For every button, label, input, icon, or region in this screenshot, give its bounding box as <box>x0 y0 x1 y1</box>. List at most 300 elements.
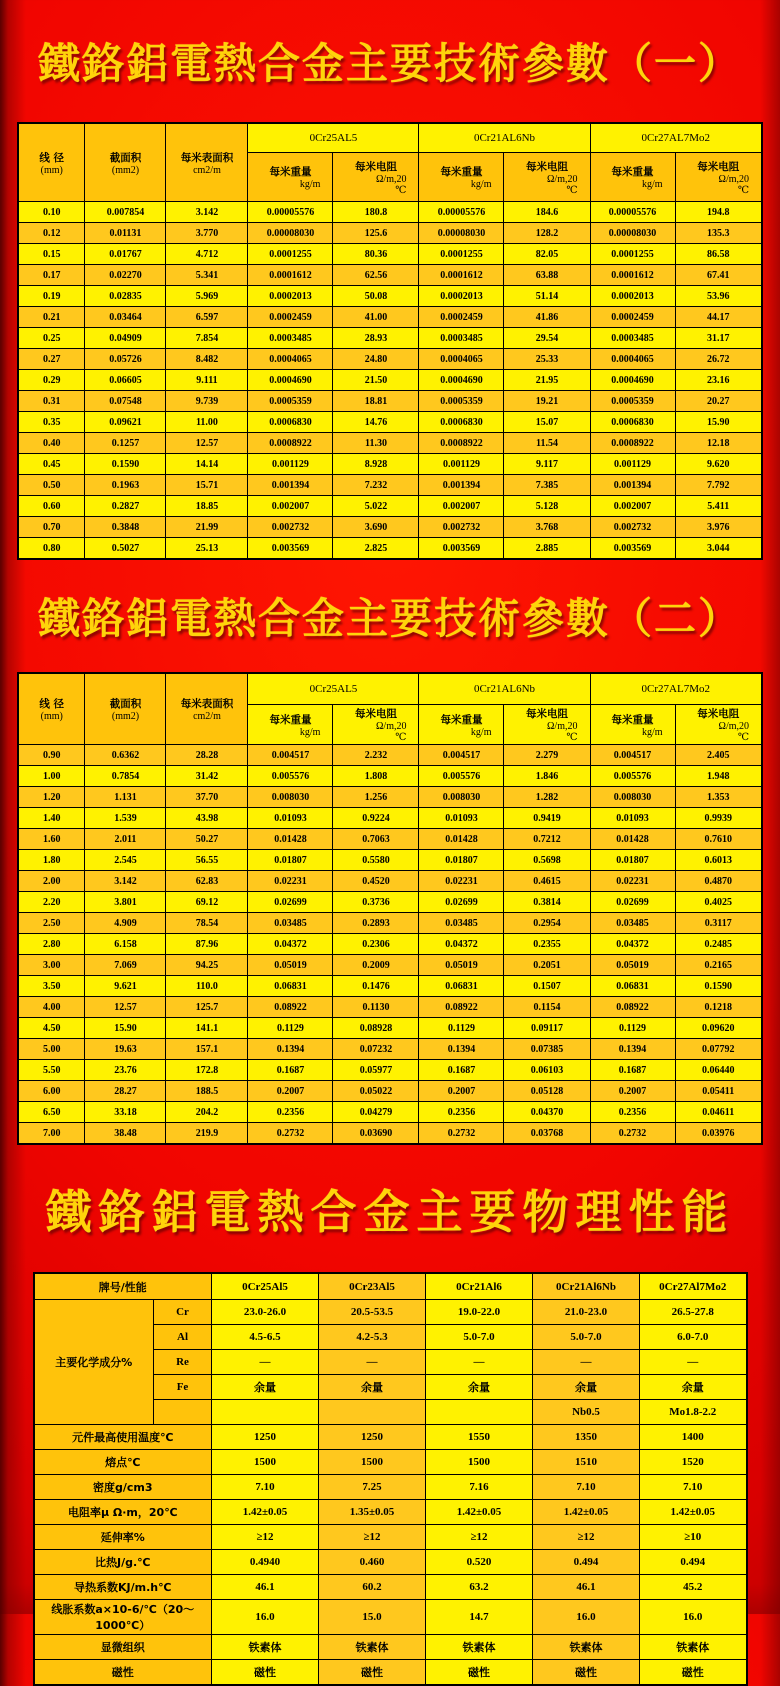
cell: 141.1 <box>166 1018 248 1039</box>
cell: 0.0008922 <box>590 433 675 454</box>
cell: 0.2051 <box>504 955 590 976</box>
table-row <box>18 1060 762 1081</box>
cell: 38.48 <box>85 1123 166 1145</box>
cell: 0.9939 <box>675 808 762 829</box>
resistance-unit: Ω/m,20 <box>547 173 578 185</box>
cell: 0.005576 <box>590 766 675 787</box>
cell: 0.0006830 <box>248 412 333 433</box>
cell: 46.1 <box>533 1575 640 1600</box>
cell: 0.02699 <box>419 892 504 913</box>
cell: 0.2306 <box>333 934 419 955</box>
cell: 28.27 <box>85 1081 166 1102</box>
cell: 0.17 <box>18 265 85 286</box>
cell: 1250 <box>212 1425 319 1450</box>
table-row <box>18 787 762 808</box>
header-resistance-per-meter <box>675 153 762 202</box>
cell: 0.27 <box>18 349 85 370</box>
cell: 11.00 <box>166 412 248 433</box>
wire-diameter-label: 线 径 <box>39 151 65 164</box>
cell: 1.282 <box>504 787 590 808</box>
cell: 204.2 <box>166 1102 248 1123</box>
cell: 19.21 <box>504 391 590 412</box>
cell: 125.6 <box>333 223 419 244</box>
cell: 0.2954 <box>504 913 590 934</box>
table-row <box>18 223 762 244</box>
parameters-table-1 <box>17 122 763 560</box>
property-row <box>34 1525 747 1550</box>
cell: 45.2 <box>640 1575 747 1600</box>
cell: 31.42 <box>166 766 248 787</box>
cell: 0.2007 <box>590 1081 675 1102</box>
cell: 1.80 <box>18 850 85 871</box>
header-surface-area <box>166 123 248 202</box>
cell: 铁素体 <box>640 1635 747 1660</box>
cell: 0.01767 <box>85 244 166 265</box>
cell: 16.0 <box>640 1600 747 1635</box>
grade-0Cr25Al5: 0Cr25Al5 <box>212 1273 319 1300</box>
cell: 0.12 <box>18 223 85 244</box>
cell: 3.770 <box>166 223 248 244</box>
cell: 2.545 <box>85 850 166 871</box>
cell: 0.05019 <box>590 955 675 976</box>
cell: ≥12 <box>426 1525 533 1550</box>
property-label: 导热系数KJ/m.h℃ <box>34 1575 212 1600</box>
cell: 8.482 <box>166 349 248 370</box>
cell: 4.00 <box>18 997 85 1018</box>
cell: 0.01093 <box>590 808 675 829</box>
cell: 19.63 <box>85 1039 166 1060</box>
cell: 0.29 <box>18 370 85 391</box>
resistance-unit2: ℃ <box>566 732 578 743</box>
cell: 1250 <box>319 1425 426 1450</box>
cell: 0.05977 <box>333 1060 419 1081</box>
header-wire-diameter <box>18 123 85 202</box>
cell: 0.2893 <box>333 913 419 934</box>
cell: 7.10 <box>533 1475 640 1500</box>
cell: 0.03690 <box>333 1123 419 1145</box>
cell: 12.57 <box>166 433 248 454</box>
cell: 0.00008030 <box>590 223 675 244</box>
cell: 0.008030 <box>419 787 504 808</box>
cell: ≥10 <box>640 1525 747 1550</box>
cell: 26.72 <box>675 349 762 370</box>
cell: 0.1687 <box>590 1060 675 1081</box>
cell: 0.03768 <box>504 1123 590 1145</box>
table-row <box>18 328 762 349</box>
cell: 磁性 <box>533 1660 640 1686</box>
cell: 2.885 <box>504 538 590 560</box>
cell: 1.353 <box>675 787 762 808</box>
cell: 15.71 <box>166 475 248 496</box>
cell: 50.27 <box>166 829 248 850</box>
cell: 6.0-7.0 <box>640 1325 747 1350</box>
cell: 1.00 <box>18 766 85 787</box>
cell: 1350 <box>533 1425 640 1450</box>
table-row <box>18 454 762 475</box>
cell: 0.3736 <box>333 892 419 913</box>
cell <box>212 1400 319 1425</box>
cell: 0.0004690 <box>248 370 333 391</box>
cell: 63.2 <box>426 1575 533 1600</box>
grade-0Cr23Al5: 0Cr23Al5 <box>319 1273 426 1300</box>
cell: 4.5-6.5 <box>212 1325 319 1350</box>
parameters-table-1-body <box>18 202 762 560</box>
cell: 0.25 <box>18 328 85 349</box>
cell: 0.04372 <box>248 934 333 955</box>
cell: 0.01428 <box>419 829 504 850</box>
cell: 2.232 <box>333 745 419 766</box>
cell: 0.2007 <box>248 1081 333 1102</box>
table-row <box>18 538 762 560</box>
cell: 0.07385 <box>504 1039 590 1060</box>
cell: 0.02699 <box>590 892 675 913</box>
weight-label: 每米重量 <box>269 713 312 726</box>
cell: Mo1.8-2.2 <box>640 1400 747 1425</box>
cell: 0.002732 <box>419 517 504 538</box>
cell: 0.0002459 <box>248 307 333 328</box>
cell: 0.0004690 <box>419 370 504 391</box>
cell: 37.70 <box>166 787 248 808</box>
cell: 1.948 <box>675 766 762 787</box>
cell <box>319 1400 426 1425</box>
cell: 21.95 <box>504 370 590 391</box>
cell: 0.01807 <box>248 850 333 871</box>
cell: 1510 <box>533 1450 640 1475</box>
cell: 0.35 <box>18 412 85 433</box>
cell: 0.002007 <box>590 496 675 517</box>
cell: 1.808 <box>333 766 419 787</box>
resistance-unit: Ω/m,20 <box>547 721 578 732</box>
cell: 0.002732 <box>590 517 675 538</box>
cross-section-unit: (mm2) <box>111 164 140 176</box>
cell: 14.14 <box>166 454 248 475</box>
cell: 1.256 <box>333 787 419 808</box>
cell: 0.08922 <box>419 997 504 1018</box>
cell: 0.00005576 <box>419 202 504 223</box>
cell: 0.03485 <box>248 913 333 934</box>
grade-0Cr27Al7Mo2: 0Cr27Al7Mo2 <box>640 1273 747 1300</box>
cell: 0.008030 <box>248 787 333 808</box>
cell: 0.5698 <box>504 850 590 871</box>
property-row <box>34 1550 747 1575</box>
cell: 0.0002013 <box>590 286 675 307</box>
cell: 0.60 <box>18 496 85 517</box>
cell: 2.279 <box>504 745 590 766</box>
cell: ≥12 <box>533 1525 640 1550</box>
table-row <box>18 412 762 433</box>
cell: 0.1257 <box>85 433 166 454</box>
cell: 11.54 <box>504 433 590 454</box>
header-weight-per-meter <box>419 705 504 745</box>
cell: 0.02231 <box>590 871 675 892</box>
cell: 0.1590 <box>85 454 166 475</box>
cell: 28.28 <box>166 745 248 766</box>
cell: 7.00 <box>18 1123 85 1145</box>
cell: 0.1129 <box>248 1018 333 1039</box>
cell: 3.50 <box>18 976 85 997</box>
table-row <box>18 475 762 496</box>
cell: 0.08928 <box>333 1018 419 1039</box>
cell: 0.04909 <box>85 328 166 349</box>
cell: 6.00 <box>18 1081 85 1102</box>
cell: 0.0001255 <box>419 244 504 265</box>
cell: 219.9 <box>166 1123 248 1145</box>
cell <box>426 1400 533 1425</box>
cell: 3.142 <box>166 202 248 223</box>
header-resistance-per-meter <box>504 705 590 745</box>
cell: 0.494 <box>533 1550 640 1575</box>
cell: 0.7063 <box>333 829 419 850</box>
table-row <box>18 370 762 391</box>
cell: 0.03976 <box>675 1123 762 1145</box>
cell: 0.2355 <box>504 934 590 955</box>
cell: 0.10 <box>18 202 85 223</box>
cell: 0.45 <box>18 454 85 475</box>
header-wire-diameter <box>18 673 85 745</box>
cell: 9.621 <box>85 976 166 997</box>
cell: 0.90 <box>18 745 85 766</box>
cell: 29.54 <box>504 328 590 349</box>
alloy-group-0Cr25AL5: 0Cr25AL5 <box>248 123 419 153</box>
cell: 5.022 <box>333 496 419 517</box>
wire-diameter-unit: (mm) <box>40 711 63 722</box>
cell: 0.04372 <box>419 934 504 955</box>
cell: 余量 <box>533 1375 640 1400</box>
cell: 15.90 <box>85 1018 166 1039</box>
cell: 0.00005576 <box>248 202 333 223</box>
cell: 7.25 <box>319 1475 426 1500</box>
cell: 50.08 <box>333 286 419 307</box>
cell: 28.93 <box>333 328 419 349</box>
cell: 0.2732 <box>248 1123 333 1145</box>
cell: 0.520 <box>426 1550 533 1575</box>
property-label: 延伸率% <box>34 1525 212 1550</box>
cell: 0.0005359 <box>590 391 675 412</box>
cell: 9.111 <box>166 370 248 391</box>
property-label: 比热J/g.℃ <box>34 1550 212 1575</box>
cell: 0.31 <box>18 391 85 412</box>
table-row <box>18 955 762 976</box>
cell: 5.0-7.0 <box>533 1325 640 1350</box>
cell: 余量 <box>212 1375 319 1400</box>
cell: 60.2 <box>319 1575 426 1600</box>
cell: 1500 <box>319 1450 426 1475</box>
cell: 磁性 <box>319 1660 426 1686</box>
cell: 11.30 <box>333 433 419 454</box>
cell: 1.131 <box>85 787 166 808</box>
cell: 0.004517 <box>248 745 333 766</box>
chem-group-label: 主要化学成分% <box>34 1300 154 1425</box>
property-row <box>34 1575 747 1600</box>
header-resistance-per-meter <box>333 705 419 745</box>
cell: 26.5-27.8 <box>640 1300 747 1325</box>
cell: ≥12 <box>319 1525 426 1550</box>
cell: 5.0-7.0 <box>426 1325 533 1350</box>
property-label: 电阻率μ Ω·m，20℃ <box>34 1500 212 1525</box>
wire-diameter-label: 线 径 <box>39 698 65 710</box>
cell: 128.2 <box>504 223 590 244</box>
cell: 0.2485 <box>675 934 762 955</box>
cell: 94.25 <box>166 955 248 976</box>
cell: 7.16 <box>426 1475 533 1500</box>
cell: 0.00008030 <box>419 223 504 244</box>
property-label: 线胀系数a×10-6/℃（20～1000℃） <box>34 1600 212 1635</box>
cell: 41.00 <box>333 307 419 328</box>
table-row <box>18 433 762 454</box>
table-row <box>18 307 762 328</box>
cell: 0.0008922 <box>419 433 504 454</box>
cell: 0.02699 <box>248 892 333 913</box>
cell: 7.10 <box>212 1475 319 1500</box>
cell: 0.001129 <box>419 454 504 475</box>
cell: 0.02231 <box>248 871 333 892</box>
cell: 0.05726 <box>85 349 166 370</box>
weight-label: 每米重量 <box>611 166 654 178</box>
cell: 0.1154 <box>504 997 590 1018</box>
alloy-group-0Cr27AL7Mo2: 0Cr27AL7Mo2 <box>590 673 762 705</box>
cell: 15.90 <box>675 412 762 433</box>
cell: Nb0.5 <box>533 1400 640 1425</box>
cell: 1.846 <box>504 766 590 787</box>
resistance-unit2: ℃ <box>737 732 750 743</box>
cell: 0.01807 <box>419 850 504 871</box>
weight-unit: kg/m <box>641 726 663 738</box>
cell: 0.1687 <box>248 1060 333 1081</box>
cell: Cr <box>154 1300 212 1325</box>
cell: 1.42±0.05 <box>212 1500 319 1525</box>
grade-0Cr21Al6: 0Cr21Al6 <box>426 1273 533 1300</box>
cell: 0.09620 <box>675 1018 762 1039</box>
cell: 0.04372 <box>590 934 675 955</box>
header-weight-per-meter <box>248 153 333 202</box>
cell: 56.55 <box>166 850 248 871</box>
cell: 4.2-5.3 <box>319 1325 426 1350</box>
cell: 0.2165 <box>675 955 762 976</box>
cell: ≥12 <box>212 1525 319 1550</box>
cell: 0.1687 <box>419 1060 504 1081</box>
cell: 0.1394 <box>248 1039 333 1060</box>
cell: 14.76 <box>333 412 419 433</box>
cell: 0.460 <box>319 1550 426 1575</box>
cell: 0.1507 <box>504 976 590 997</box>
cell: 194.8 <box>675 202 762 223</box>
cell: 0.7854 <box>85 766 166 787</box>
weight-label: 每米重量 <box>611 713 654 726</box>
cell: 0.1130 <box>333 997 419 1018</box>
cell: 0.1476 <box>333 976 419 997</box>
cell: 78.54 <box>166 913 248 934</box>
cell: 53.96 <box>675 286 762 307</box>
resistance-label: 每米电阻 <box>354 160 397 173</box>
cell: 31.17 <box>675 328 762 349</box>
weight-label: 每米重量 <box>440 166 483 178</box>
resistance-unit: Ω/m,20 <box>718 721 750 732</box>
cell: 铁素体 <box>533 1635 640 1660</box>
cell: 1.60 <box>18 829 85 850</box>
cell: 0.0004065 <box>419 349 504 370</box>
cell: 3.768 <box>504 517 590 538</box>
cell: 0.05022 <box>333 1081 419 1102</box>
cell: 0.1590 <box>675 976 762 997</box>
table-row <box>18 808 762 829</box>
cell: 0.3814 <box>504 892 590 913</box>
cell: 6.50 <box>18 1102 85 1123</box>
header-resistance-per-meter <box>504 153 590 202</box>
cell: 0.001129 <box>590 454 675 475</box>
cell: 7.232 <box>333 475 419 496</box>
cell: 82.05 <box>504 244 590 265</box>
cell: 9.739 <box>166 391 248 412</box>
cell: 0.3848 <box>85 517 166 538</box>
cell: 0.0001612 <box>590 265 675 286</box>
cell: 余量 <box>319 1375 426 1400</box>
cell: 0.21 <box>18 307 85 328</box>
header-weight-per-meter <box>419 153 504 202</box>
cell: 0.00005576 <box>590 202 675 223</box>
chem-row <box>34 1300 747 1325</box>
resistance-label: 每米电阻 <box>697 708 740 720</box>
cell: 0.02835 <box>85 286 166 307</box>
property-row <box>34 1450 747 1475</box>
cell: 余量 <box>426 1375 533 1400</box>
title-physical-properties: 鐵鉻鋁電熱合金主要物理性能 <box>45 1186 735 1238</box>
property-row <box>34 1635 747 1660</box>
cell: 0.494 <box>640 1550 747 1575</box>
cell: 1500 <box>212 1450 319 1475</box>
cell <box>154 1400 212 1425</box>
cell: 15.07 <box>504 412 590 433</box>
cell: 51.14 <box>504 286 590 307</box>
cell: 21.50 <box>333 370 419 391</box>
cell: Re <box>154 1350 212 1375</box>
cell: 0.7212 <box>504 829 590 850</box>
cell: 0.003569 <box>248 538 333 560</box>
cell: 0.05411 <box>675 1081 762 1102</box>
cell: 0.0005359 <box>419 391 504 412</box>
cell: 0.0004065 <box>590 349 675 370</box>
cell: 0.0003485 <box>419 328 504 349</box>
property-row <box>34 1425 747 1450</box>
header-cross-section <box>85 673 166 745</box>
cell: 5.128 <box>504 496 590 517</box>
cell: 4.909 <box>85 913 166 934</box>
table-row <box>18 850 762 871</box>
cross-section-unit: (mm2) <box>111 711 140 722</box>
weight-unit: kg/m <box>299 179 321 190</box>
cell: 0.9224 <box>333 808 419 829</box>
weight-unit: kg/m <box>299 726 321 738</box>
cell: 0.008030 <box>590 787 675 808</box>
cell: 0.06831 <box>590 976 675 997</box>
cell: 3.801 <box>85 892 166 913</box>
cell: 5.341 <box>166 265 248 286</box>
cell: 0.0002013 <box>248 286 333 307</box>
cell: — <box>426 1350 533 1375</box>
header-weight-per-meter <box>248 705 333 745</box>
table-row <box>18 871 762 892</box>
resistance-unit2: ℃ <box>566 184 578 196</box>
weight-label: 每米重量 <box>269 166 312 178</box>
cell: 3.044 <box>675 538 762 560</box>
cell: 20.27 <box>675 391 762 412</box>
cell: 18.81 <box>333 391 419 412</box>
resistance-label: 每米电阻 <box>354 708 397 720</box>
physical-properties-table <box>33 1272 748 1686</box>
cell: 铁素体 <box>212 1635 319 1660</box>
cell: 62.56 <box>333 265 419 286</box>
cell: 2.405 <box>675 745 762 766</box>
grade-0Cr21Al6Nb: 0Cr21Al6Nb <box>533 1273 640 1300</box>
